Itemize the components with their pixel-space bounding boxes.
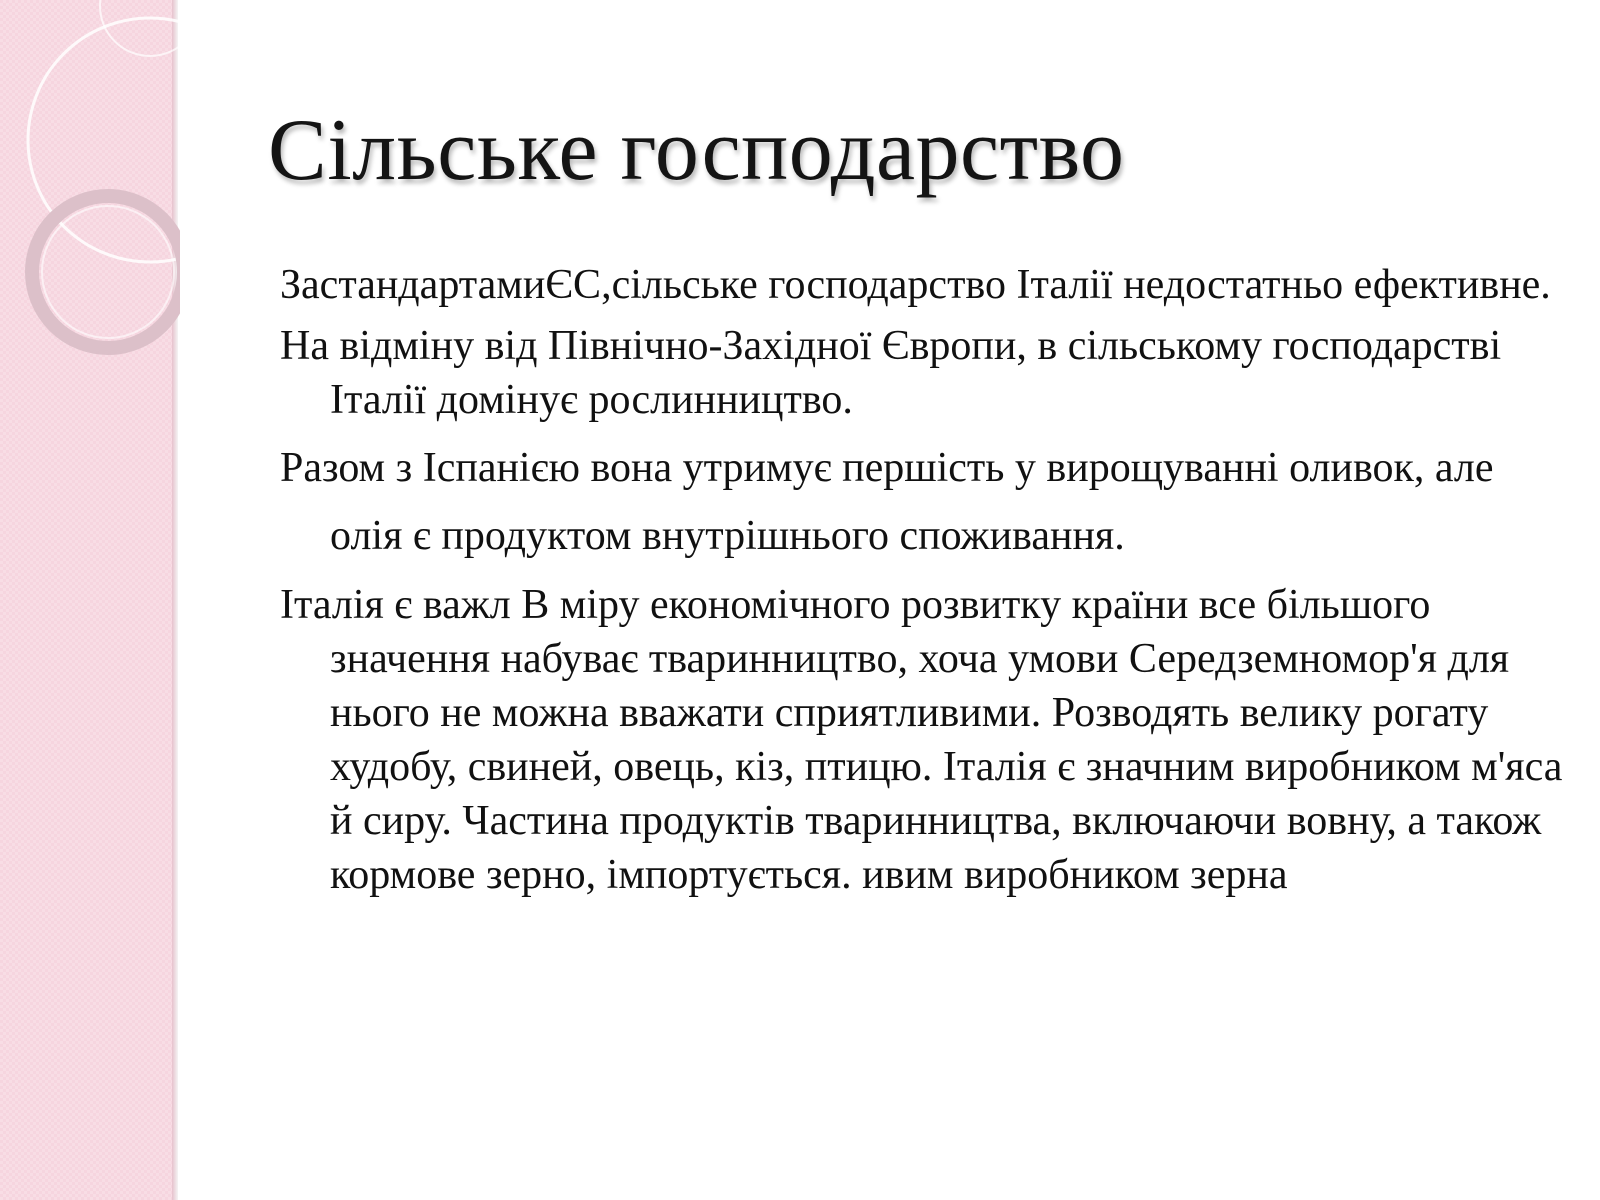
decorative-rings	[0, 0, 180, 400]
slide-title: Сільське господарство	[268, 102, 1125, 199]
medium-ring-inner	[42, 206, 174, 338]
medium-ring-outer	[32, 196, 180, 348]
bullet-list	[280, 258, 1565, 909]
bullet-item: Італія є важл В міру економічного розвитку країни все більшого значення набуває тваринництво, хоча умови Середземномор'я для нього не можна вважати сприятливими. Розводять велику рогату худобу, свиней, овець, кіз, птицю. Італія є значним виробником м'яса й сиру. Частина продуктів тваринництва, включаючи вовну, а також кормове зерно, імпортується. ивим виробником зерна	[280, 582, 1563, 898]
small-ring	[100, 0, 180, 56]
bullet-item: На відміну від Північно-Західної Європи, в сільському господарстві Італії домінує рослинництво.	[280, 323, 1502, 423]
bullet-item: Разом з Іспанією вона утримує першість у вирощуванні оливок, але олія є продуктом внутрішнього споживання.	[280, 445, 1494, 559]
bullet-item: ЗастандартамиЄС,сільське господарство Італії недостатньо ефективне.	[280, 262, 1551, 308]
